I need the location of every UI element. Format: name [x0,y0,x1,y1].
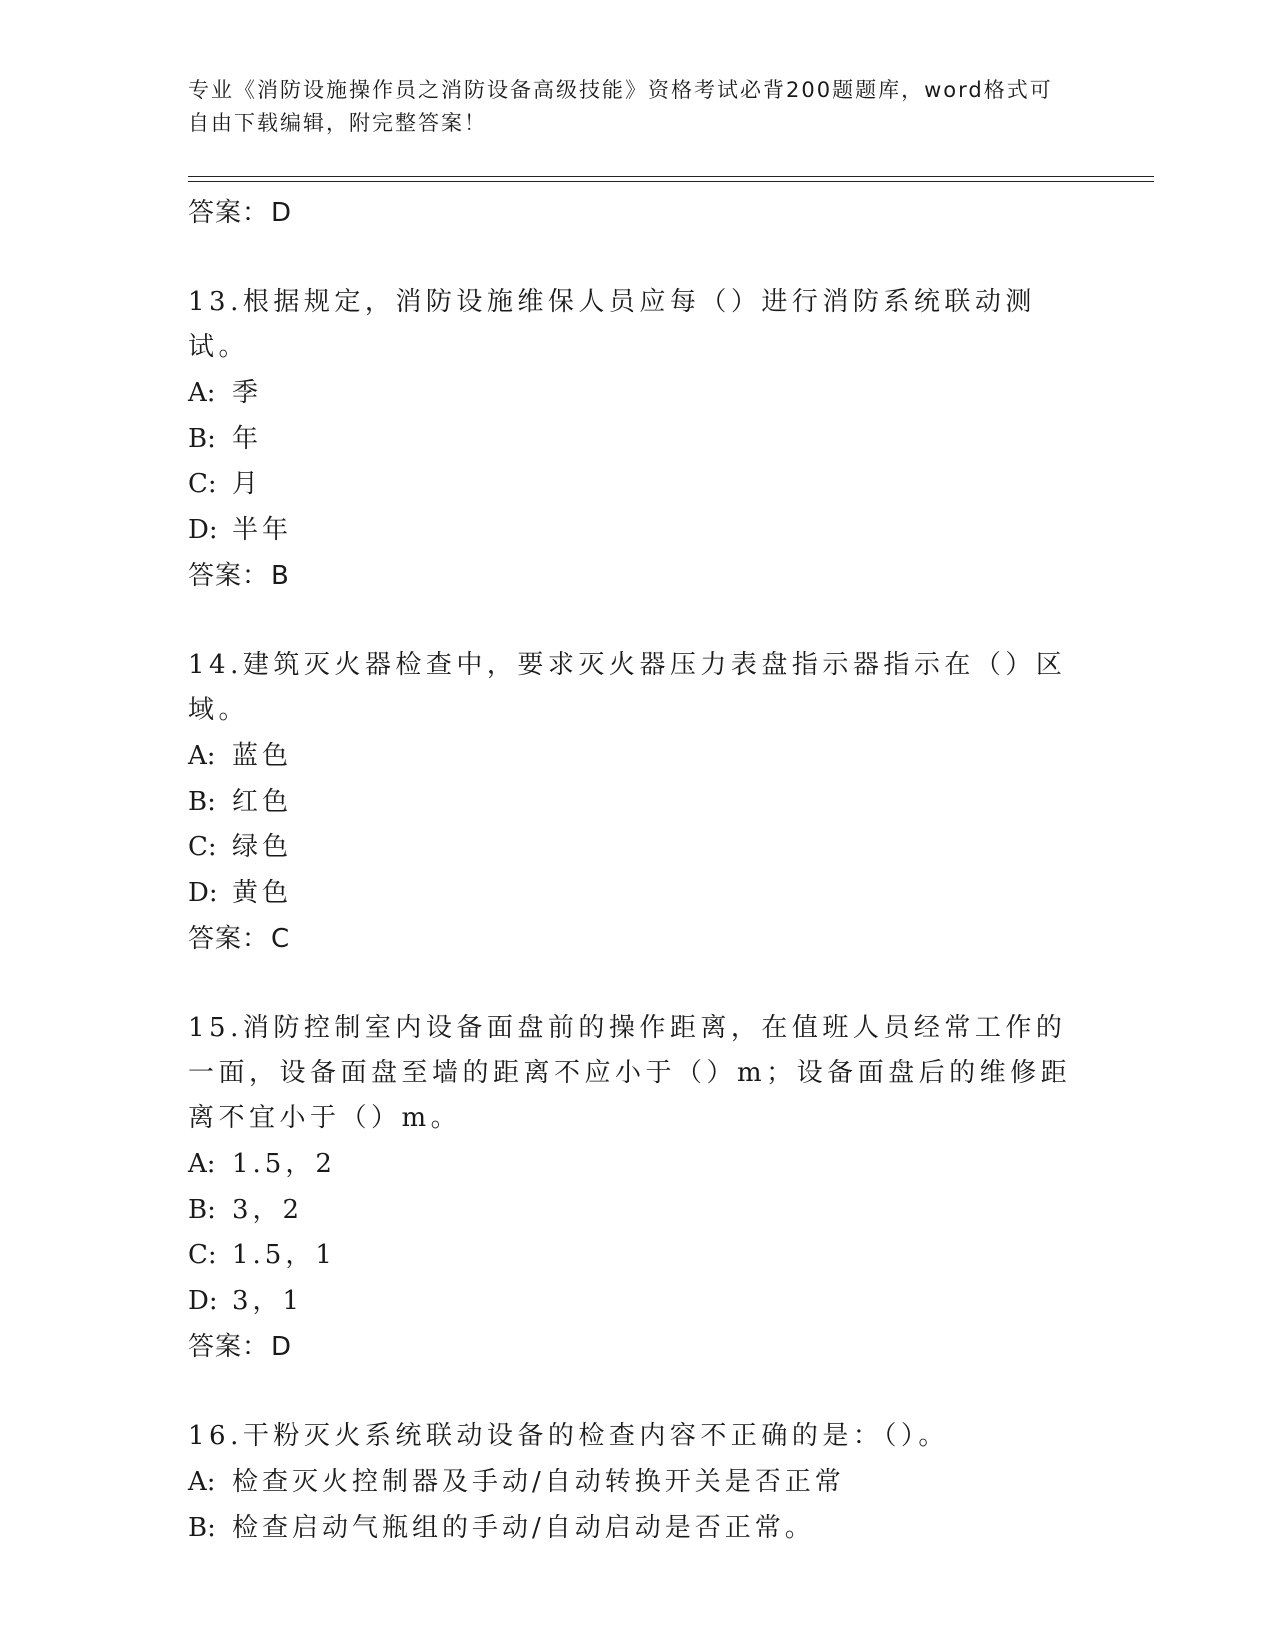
option-b [188,417,1088,463]
option-b [188,780,1088,826]
option-letter: C: [188,832,217,862]
answer-line [188,553,1088,599]
answer-value: D [271,198,293,228]
option-letter: D: [188,877,218,908]
option-letter: C: [188,469,217,499]
header-title: 专业《消防设施操作员之消防设备高级技能》资格考试必背200题题库，word格式可自由下载编辑，附完整答案！ [188,78,1053,135]
option-text: 检查灭火控制器及手动/自动转换开关是否正常 [232,1467,845,1497]
document-body [188,190,1088,1551]
option-c [188,462,1088,508]
answer-label: 答案： [188,1332,270,1362]
option-a [188,1460,1088,1506]
option-a [188,1142,1088,1188]
header-rule [188,176,1154,177]
option-text: 3，1 [232,1285,304,1316]
answer-line [188,916,1088,962]
answer-line [188,1324,1088,1370]
option-a [188,734,1088,780]
answer-label: 答案： [188,924,270,954]
option-letter: A: [188,1467,216,1497]
option-d [188,1279,1088,1325]
option-text: 检查启动气瓶组的手动/自动启动是否正常。 [232,1512,815,1543]
question-text: 13.根据规定，消防设施维保人员应每（）进行消防系统联动测试。 [188,287,1036,362]
question-13 [188,280,1088,599]
option-letter: B: [188,786,216,817]
option-letter: A: [188,741,216,771]
document-header [188,74,1068,140]
option-text: 绿色 [232,832,293,862]
option-d [188,871,1088,917]
option-letter: D: [188,1285,218,1316]
option-letter: C: [188,1240,217,1270]
answer-label: 答案： [188,561,270,591]
option-text: 季 [232,378,263,408]
option-text: 红色 [232,786,293,817]
question-16 [188,1414,1088,1551]
option-text: 年 [232,423,263,454]
option-letter: B: [188,1512,216,1543]
option-text: 3，2 [232,1194,304,1225]
option-a [188,371,1088,417]
option-d [188,508,1088,554]
question-14 [188,643,1088,962]
option-text: 月 [232,469,263,499]
answer-value: D [271,1332,293,1362]
option-letter: B: [188,1194,216,1225]
option-text: 1.5，1 [232,1240,336,1270]
option-text: 蓝色 [232,741,293,771]
option-letter: B: [188,423,216,454]
question-15 [188,1006,1088,1370]
option-text: 黄色 [232,877,293,908]
option-c [188,1233,1088,1279]
option-b [188,1188,1088,1234]
answer-line [188,190,1088,236]
option-letter: A: [188,1149,216,1179]
answer-label: 答案： [188,198,270,228]
option-text: 1.5，2 [232,1149,336,1179]
option-c [188,825,1088,871]
question-text: 15.消防控制室内设备面盘前的操作距离，在值班人员经常工作的一面，设备面盘至墙的距离不应小于（）m；设备面盘后的维修距离不宜小于（）m。 [188,1013,1072,1133]
question-text: 16.干粉灭火系统联动设备的检查内容不正确的是：（）。 [188,1421,949,1451]
question-text: 14.建筑灭火器检查中，要求灭火器压力表盘指示器指示在（）区域。 [188,650,1067,725]
option-b [188,1506,1088,1552]
answer-value: C [271,924,291,954]
option-text: 半年 [232,514,293,545]
option-letter: D: [188,514,218,545]
option-letter: A: [188,378,216,408]
answer-value: B [271,561,290,591]
header-rule-secondary [188,181,1154,182]
